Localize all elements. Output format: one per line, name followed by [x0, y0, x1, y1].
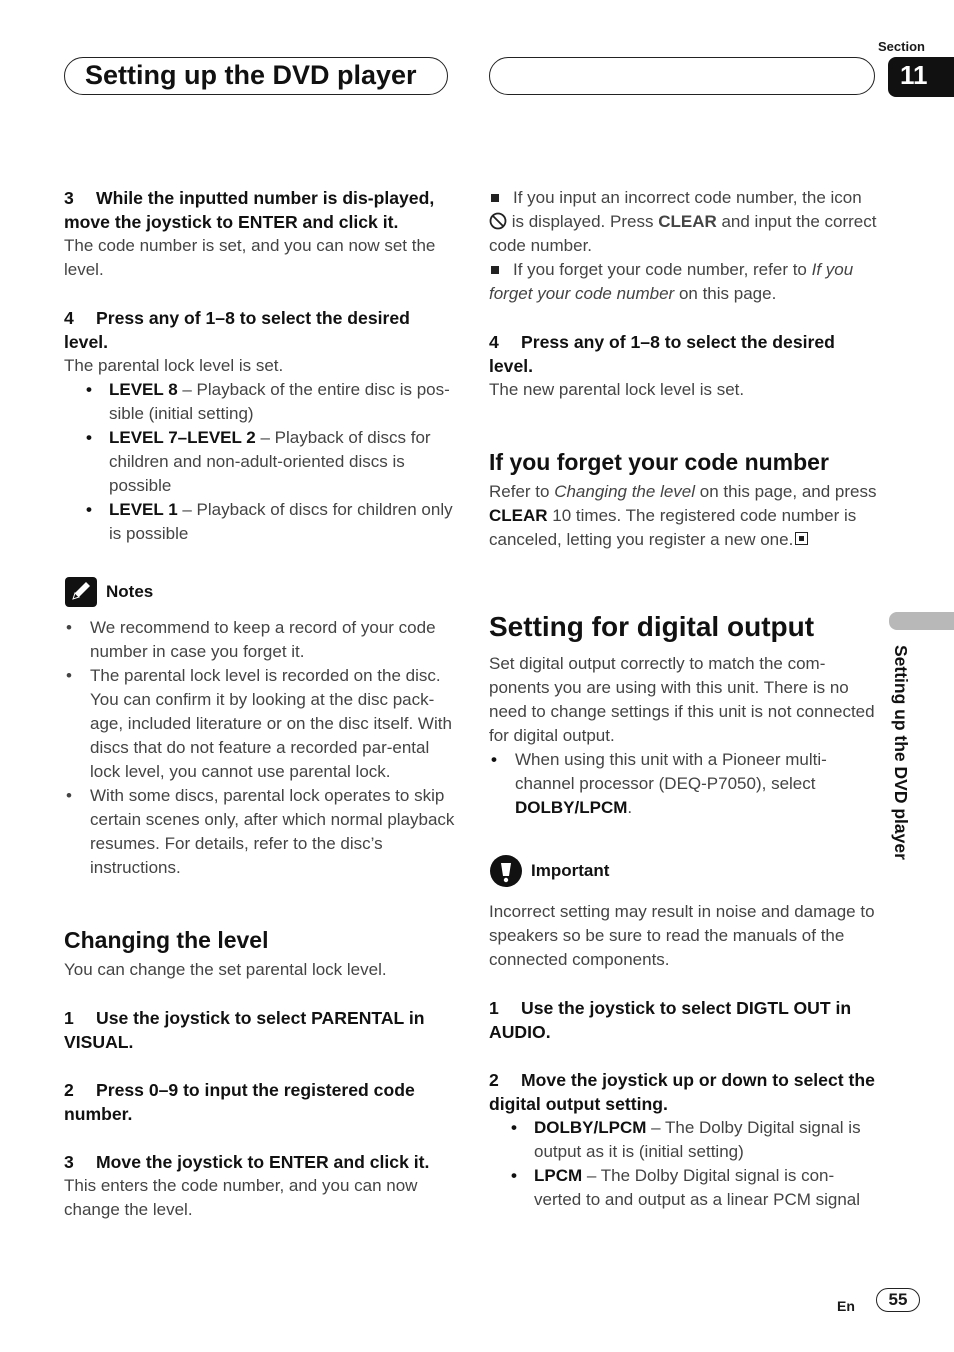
change-step-3-body: This enters the code number, and you can now change the level.	[64, 1176, 418, 1219]
step-3-body: The code number is set, and you can now set the level.	[64, 236, 436, 279]
forget-code-heading: If you forget your code number	[489, 449, 829, 475]
important-text: Incorrect setting may result in noise and damage to speakers so be sure to read the manuals of the connected components.	[489, 902, 875, 969]
notes-header	[64, 575, 456, 609]
square-bullet-icon	[491, 266, 499, 274]
list-item: • LPCM – The Dolby Digital signal is con-verted to and output as a linear PCM signal	[489, 1164, 881, 1212]
end-mark-icon	[795, 532, 808, 545]
list-item: • The parental lock level is recorded on the disc. You can confirm it by looking at the disc pack-age, included literature or on the disc itself. With discs that do not feature a recorded par-ental lock level, you cannot use parental lock.	[64, 664, 456, 784]
notes-title: Notes	[106, 582, 154, 601]
page-number: 55	[876, 1288, 920, 1312]
side-section-label: Setting up the DVD player	[891, 645, 911, 860]
digital-output-intro: Set digital output correctly to match the com-ponents you are using with this unit. There is no need to change settings if this unit is not connected for digital output.	[489, 654, 875, 745]
important-title: Important	[531, 861, 610, 880]
list-item: • LEVEL 1 – Playback of discs for children only is possible	[64, 498, 456, 546]
new-step-4-body: The new parental lock level is set.	[489, 380, 745, 399]
digital-step-1: 1 Use the joystick to select DIGTL OUT in AUDIO.	[489, 998, 852, 1042]
page-header-title: Setting up the DVD player	[85, 60, 417, 90]
side-tab-marker	[889, 612, 954, 630]
list-item: If you input an incorrect code number, the icon is displayed. Press CLEAR and input the correct code number.	[489, 188, 877, 255]
forget-code-body: Refer to Changing the level on this page, and press CLEAR 10 times. The registered code number is canceled, letting you register a new one.	[489, 482, 877, 549]
change-step-1: 1 Use the joystick to select PARENTAL in VISUAL.	[64, 1008, 425, 1052]
pioneer-note-list	[489, 748, 881, 820]
right-column	[489, 186, 881, 1212]
changing-level-heading: Changing the level	[64, 927, 269, 953]
pencil-note-icon	[64, 576, 98, 608]
left-column	[64, 186, 456, 1222]
section-number: 11	[888, 57, 954, 97]
section-label: Section	[878, 39, 925, 54]
list-item: • LEVEL 7–LEVEL 2 – Playback of discs for children and non-adult-oriented discs is possible	[64, 426, 456, 498]
new-step-4-heading: 4 Press any of 1–8 to select the desired level.	[489, 332, 835, 376]
change-step-3: 3 Move the joystick to ENTER and click it.	[64, 1152, 430, 1172]
list-item: • We recommend to keep a record of your code number in case you forget it.	[64, 616, 456, 664]
step-4-heading: 4 Press any of 1–8 to select the desired level.	[64, 308, 410, 352]
digital-output-heading: Setting for digital output	[489, 611, 815, 642]
list-item: • LEVEL 8 – Playback of the entire disc is pos-sible (initial setting)	[64, 378, 456, 426]
list-item: • With some discs, parental lock operates to skip certain scenes only, after which normal playback resumes. For details, refer to the disc’s instructions.	[64, 784, 456, 880]
code-tips-list	[489, 186, 881, 306]
prohibited-icon	[489, 212, 507, 230]
language-label: En	[837, 1298, 855, 1314]
list-item: If you forget your code number, refer to If you forget your code number on this page.	[489, 260, 854, 303]
level-list	[64, 378, 456, 546]
square-bullet-icon	[491, 194, 499, 202]
step-3-heading: 3 While the inputted number is dis-played, move the joystick to ENTER and click it.	[64, 188, 435, 232]
output-options-list	[489, 1116, 881, 1212]
changing-level-intro: You can change the set parental lock level.	[64, 960, 387, 979]
change-step-2: 2 Press 0–9 to input the registered code number.	[64, 1080, 415, 1124]
warning-hand-icon	[489, 854, 523, 888]
list-item: • DOLBY/LPCM – The Dolby Digital signal is output as it is (initial setting)	[489, 1116, 881, 1164]
header-title-pill	[64, 57, 448, 95]
notes-list	[64, 616, 456, 880]
header-blank-pill	[489, 57, 875, 95]
step-4-body: The parental lock level is set.	[64, 356, 284, 375]
list-item: • When using this unit with a Pioneer multi-channel processor (DEQ-P7050), select DOLBY/LPCM.	[489, 748, 881, 820]
digital-step-2: 2 Move the joystick up or down to select the digital output setting.	[489, 1070, 875, 1114]
important-header	[489, 854, 881, 888]
